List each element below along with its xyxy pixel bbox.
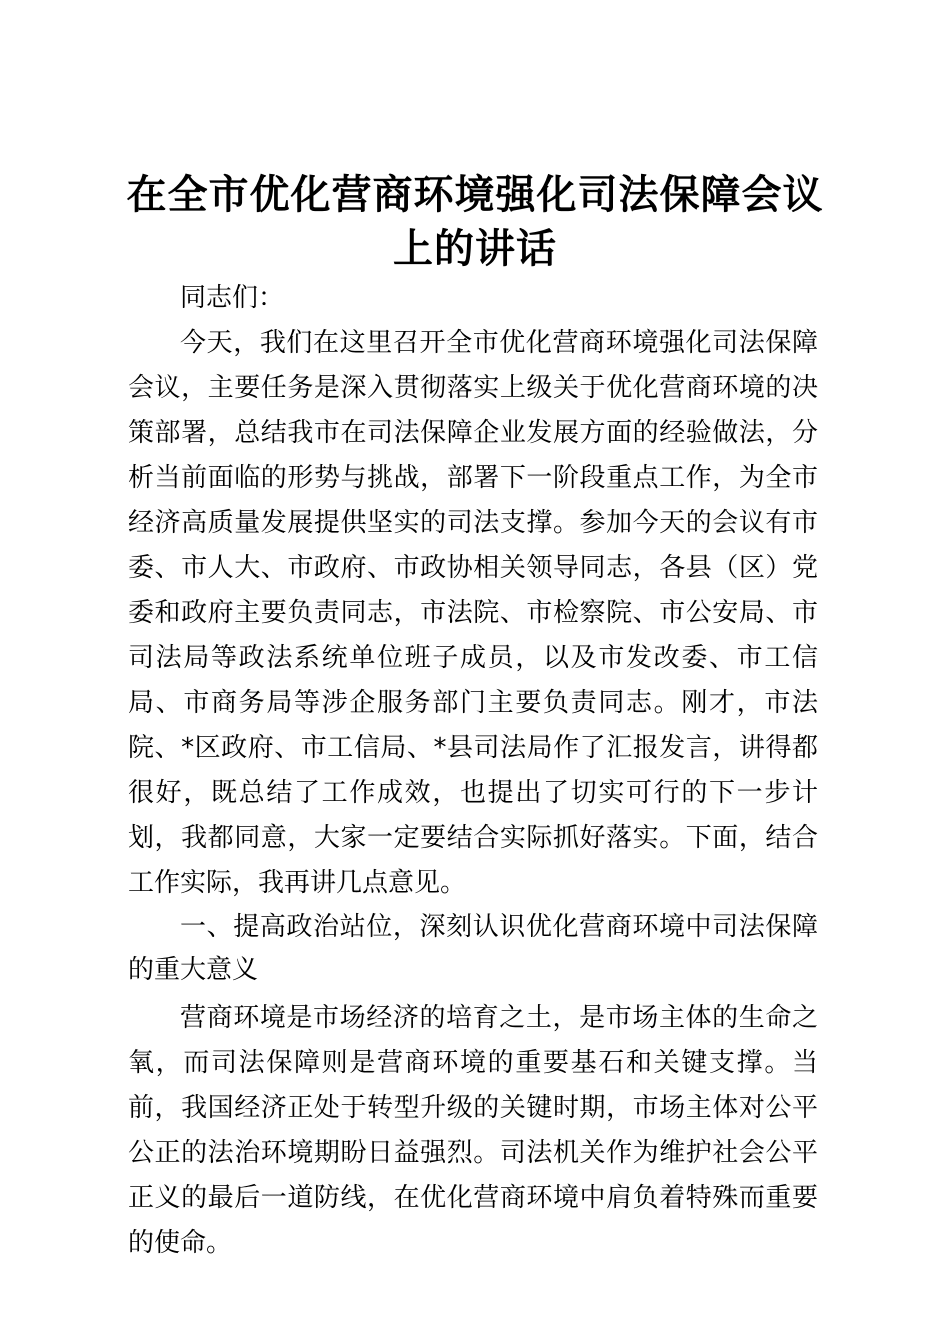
document-body bbox=[128, 276, 818, 1266]
document-title: 在全市优化营商环境强化司法保障会议上的讲话 bbox=[126, 171, 824, 272]
section-heading: 一、提高政治站位，深刻认识优化营商环境中司法保障的重大意义 bbox=[128, 912, 818, 985]
section-paragraph: 营商环境是市场经济的培育之土，是市场主体的生命之氧，而司法保障则是营商环境的重要基石和关键支撑。当前，我国经济正处于转型升级的关键时期，市场主体对公平公正的法治环境期盼日益强烈。司法机关作为维护社会公平正义的最后一道防线，在优化营商环境中肩负着特殊而重要的使命。 bbox=[128, 1003, 818, 1258]
salutation: 同志们： bbox=[180, 283, 285, 313]
intro-paragraph: 今天，我们在这里召开全市优化营商环境强化司法保障会议，主要任务是深入贯彻落实上级关于优化营商环境的决策部署，总结我市在司法保障企业发展方面的经验做法，分析当前面临的形势与挑战，部署下一阶段重点工作，为全市经济高质量发展提供坚实的司法支撑。参加今天的会议有市委、市人大、市政府、市政协相关领导同志，各县（区）党委和政府主要负责同志，市法院、市检察院、市公安局、市司法局等政法系统单位班子成员，以及市发改委、市工信局、市商务局等涉企服务部门主要负责同志。刚才，市法院、*区政府、市工信局、*县司法局作了汇报发言，讲得都很好，既总结了工作成效，也提出了切实可行的下一步计划，我都同意，大家一定要结合实际抓好落实。下面，结合工作实际，我再讲几点意见。 bbox=[128, 328, 818, 898]
